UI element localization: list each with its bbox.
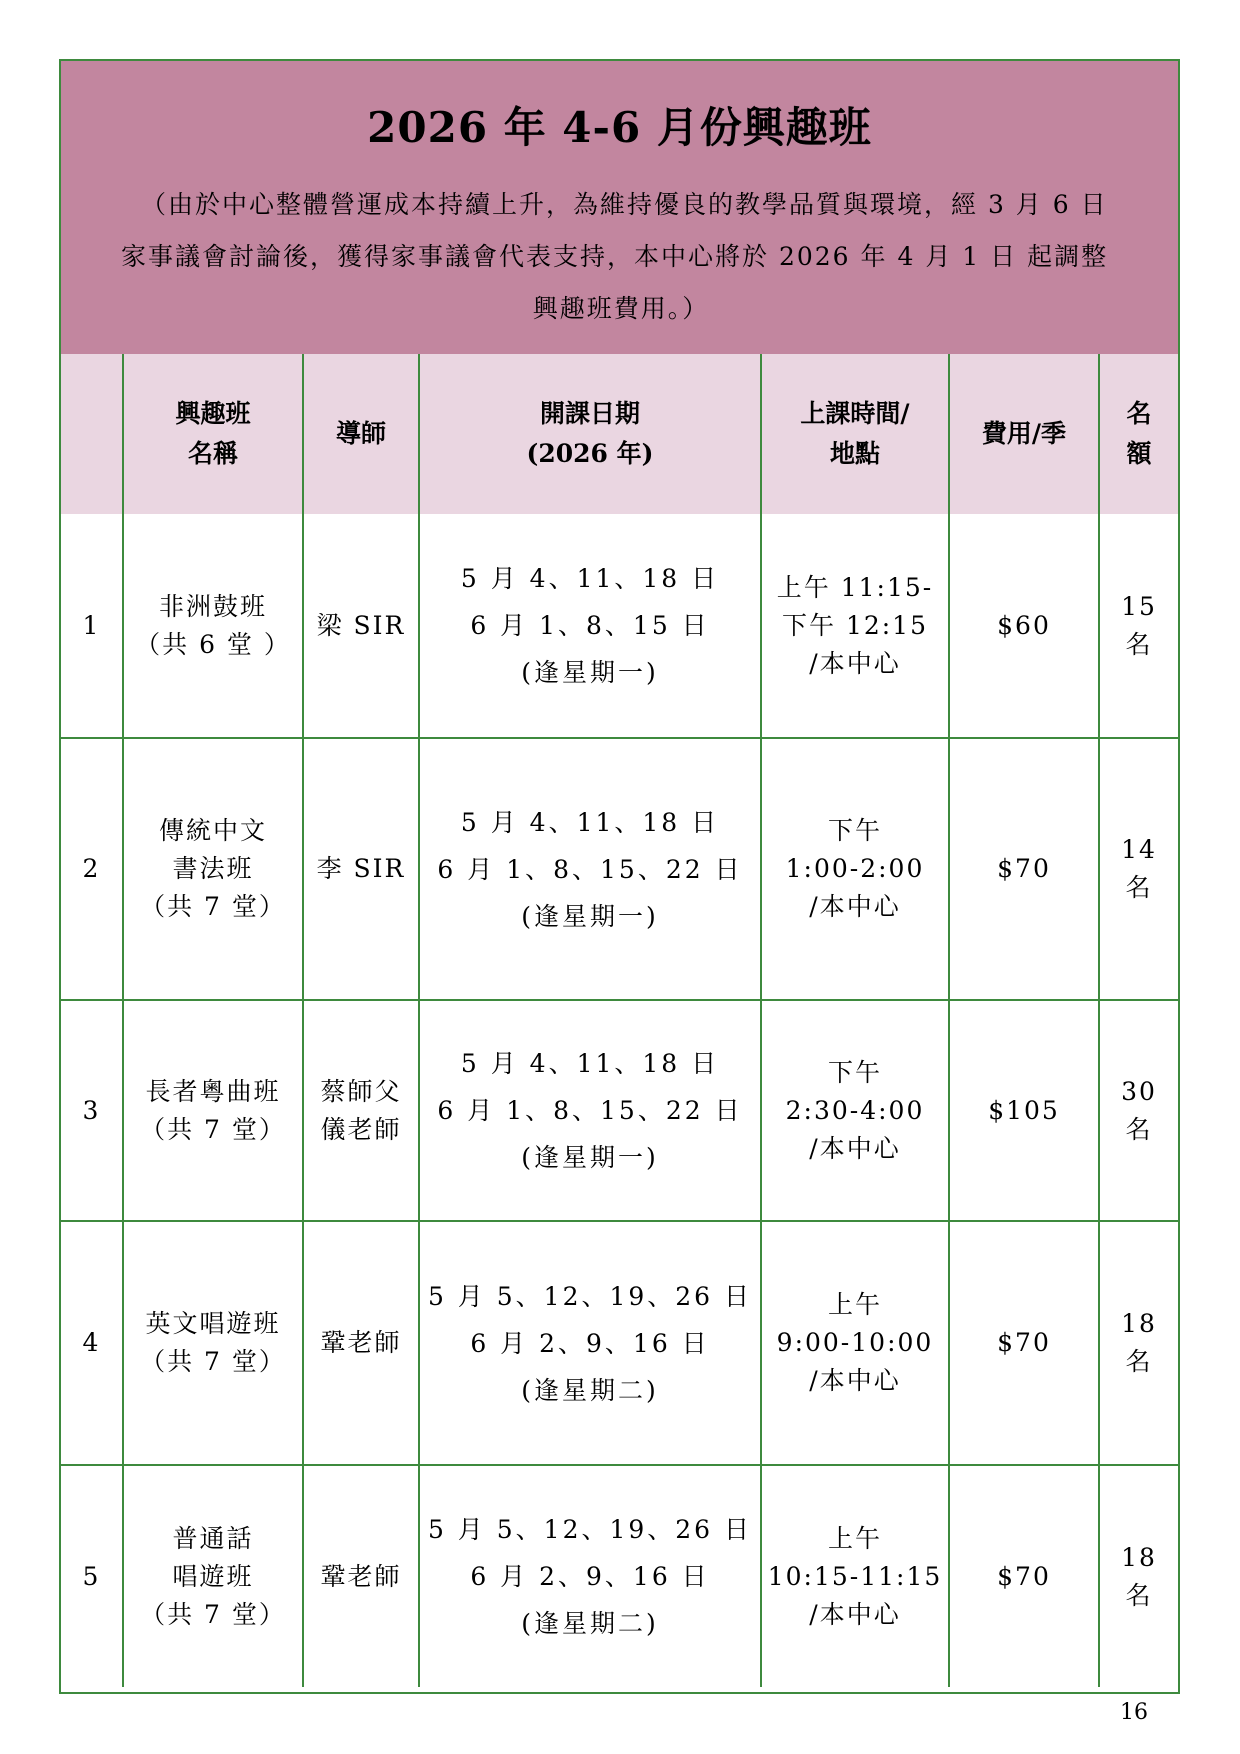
- time-venue: 下午 2:30-4:00 /本中心: [761, 1000, 949, 1221]
- header-dates: 開課日期 (2026 年): [419, 354, 761, 514]
- page-number: 16: [1120, 1700, 1148, 1725]
- header-fee: 費用/季: [949, 354, 1099, 514]
- fee: $70: [949, 1465, 1099, 1687]
- header-box: [61, 61, 1178, 356]
- class-name: 長者粵曲班 （共 7 堂）: [123, 1000, 303, 1221]
- quota: 14 名: [1099, 738, 1178, 1000]
- table-header-row: [61, 354, 1178, 514]
- class-dates: 5 月 4、11、18 日 6 月 1、8、15、22 日 (逢星期一): [419, 1000, 761, 1221]
- tutor: 蔡師父 儀老師: [303, 1000, 419, 1221]
- quota: 30 名: [1099, 1000, 1178, 1221]
- time-venue: 上午 10:15-11:15 /本中心: [761, 1465, 949, 1687]
- table-row: [61, 738, 1178, 1000]
- row-number: 4: [61, 1221, 123, 1465]
- row-number: 2: [61, 738, 123, 1000]
- tutor: 李 SIR: [303, 738, 419, 1000]
- header-class-name: 興趣班 名稱: [123, 354, 303, 514]
- time-venue: 上午 11:15- 下午 12:15 /本中心: [761, 514, 949, 738]
- quota: 18 名: [1099, 1221, 1178, 1465]
- class-name: 傳統中文 書法班 （共 7 堂）: [123, 738, 303, 1000]
- header-no: [61, 354, 123, 514]
- fee: $60: [949, 514, 1099, 738]
- class-dates: 5 月 5、12、19、26 日 6 月 2、9、16 日 (逢星期二): [419, 1221, 761, 1465]
- row-number: 3: [61, 1000, 123, 1221]
- fee: $70: [949, 738, 1099, 1000]
- table-row: [61, 514, 1178, 738]
- table-row: [61, 1221, 1178, 1465]
- row-number: 1: [61, 514, 123, 738]
- fee-adjustment-note: [121, 179, 1121, 335]
- tutor: 梁 SIR: [303, 514, 419, 738]
- timetable-sheet: [59, 59, 1180, 1694]
- fee: $105: [949, 1000, 1099, 1221]
- time-venue: 上午 9:00-10:00 /本中心: [761, 1221, 949, 1465]
- header-time-venue: 上課時間/ 地點: [761, 354, 949, 514]
- tutor: 鞏老師: [303, 1221, 419, 1465]
- class-dates: 5 月 4、11、18 日 6 月 1、8、15 日 (逢星期一): [419, 514, 761, 738]
- row-number: 5: [61, 1465, 123, 1687]
- note-line-3: 興趣班費用。）: [532, 294, 710, 323]
- class-name: 普通話 唱遊班 （共 7 堂）: [123, 1465, 303, 1687]
- table-row: [61, 1465, 1178, 1687]
- quota: 18 名: [1099, 1465, 1178, 1687]
- class-name: 英文唱遊班 （共 7 堂）: [123, 1221, 303, 1465]
- time-venue: 下午 1:00-2:00 /本中心: [761, 738, 949, 1000]
- quota: 15 名: [1099, 514, 1178, 738]
- header-quota: 名 額: [1099, 354, 1178, 514]
- note-line-1: （由於中心整體營運成本持續上升，為維持優良的教學品質與環境，經 3 月 6 日: [141, 190, 1108, 219]
- fee: $70: [949, 1221, 1099, 1465]
- class-name: 非洲鼓班 （共 6 堂 ）: [123, 514, 303, 738]
- header-tutor: 導師: [303, 354, 419, 514]
- class-dates: 5 月 5、12、19、26 日 6 月 2、9、16 日 (逢星期二): [419, 1465, 761, 1687]
- classes-table: [61, 354, 1178, 1687]
- class-dates: 5 月 4、11、18 日 6 月 1、8、15、22 日 (逢星期一): [419, 738, 761, 1000]
- note-line-2: 家事議會討論後，獲得家事議會代表支持，本中心將於 2026 年 4 月 1 日 起調整: [121, 242, 1109, 271]
- page-title: 2026 年 4-6 月份興趣班: [367, 103, 872, 152]
- tutor: 鞏老師: [303, 1465, 419, 1687]
- table-row: [61, 1000, 1178, 1221]
